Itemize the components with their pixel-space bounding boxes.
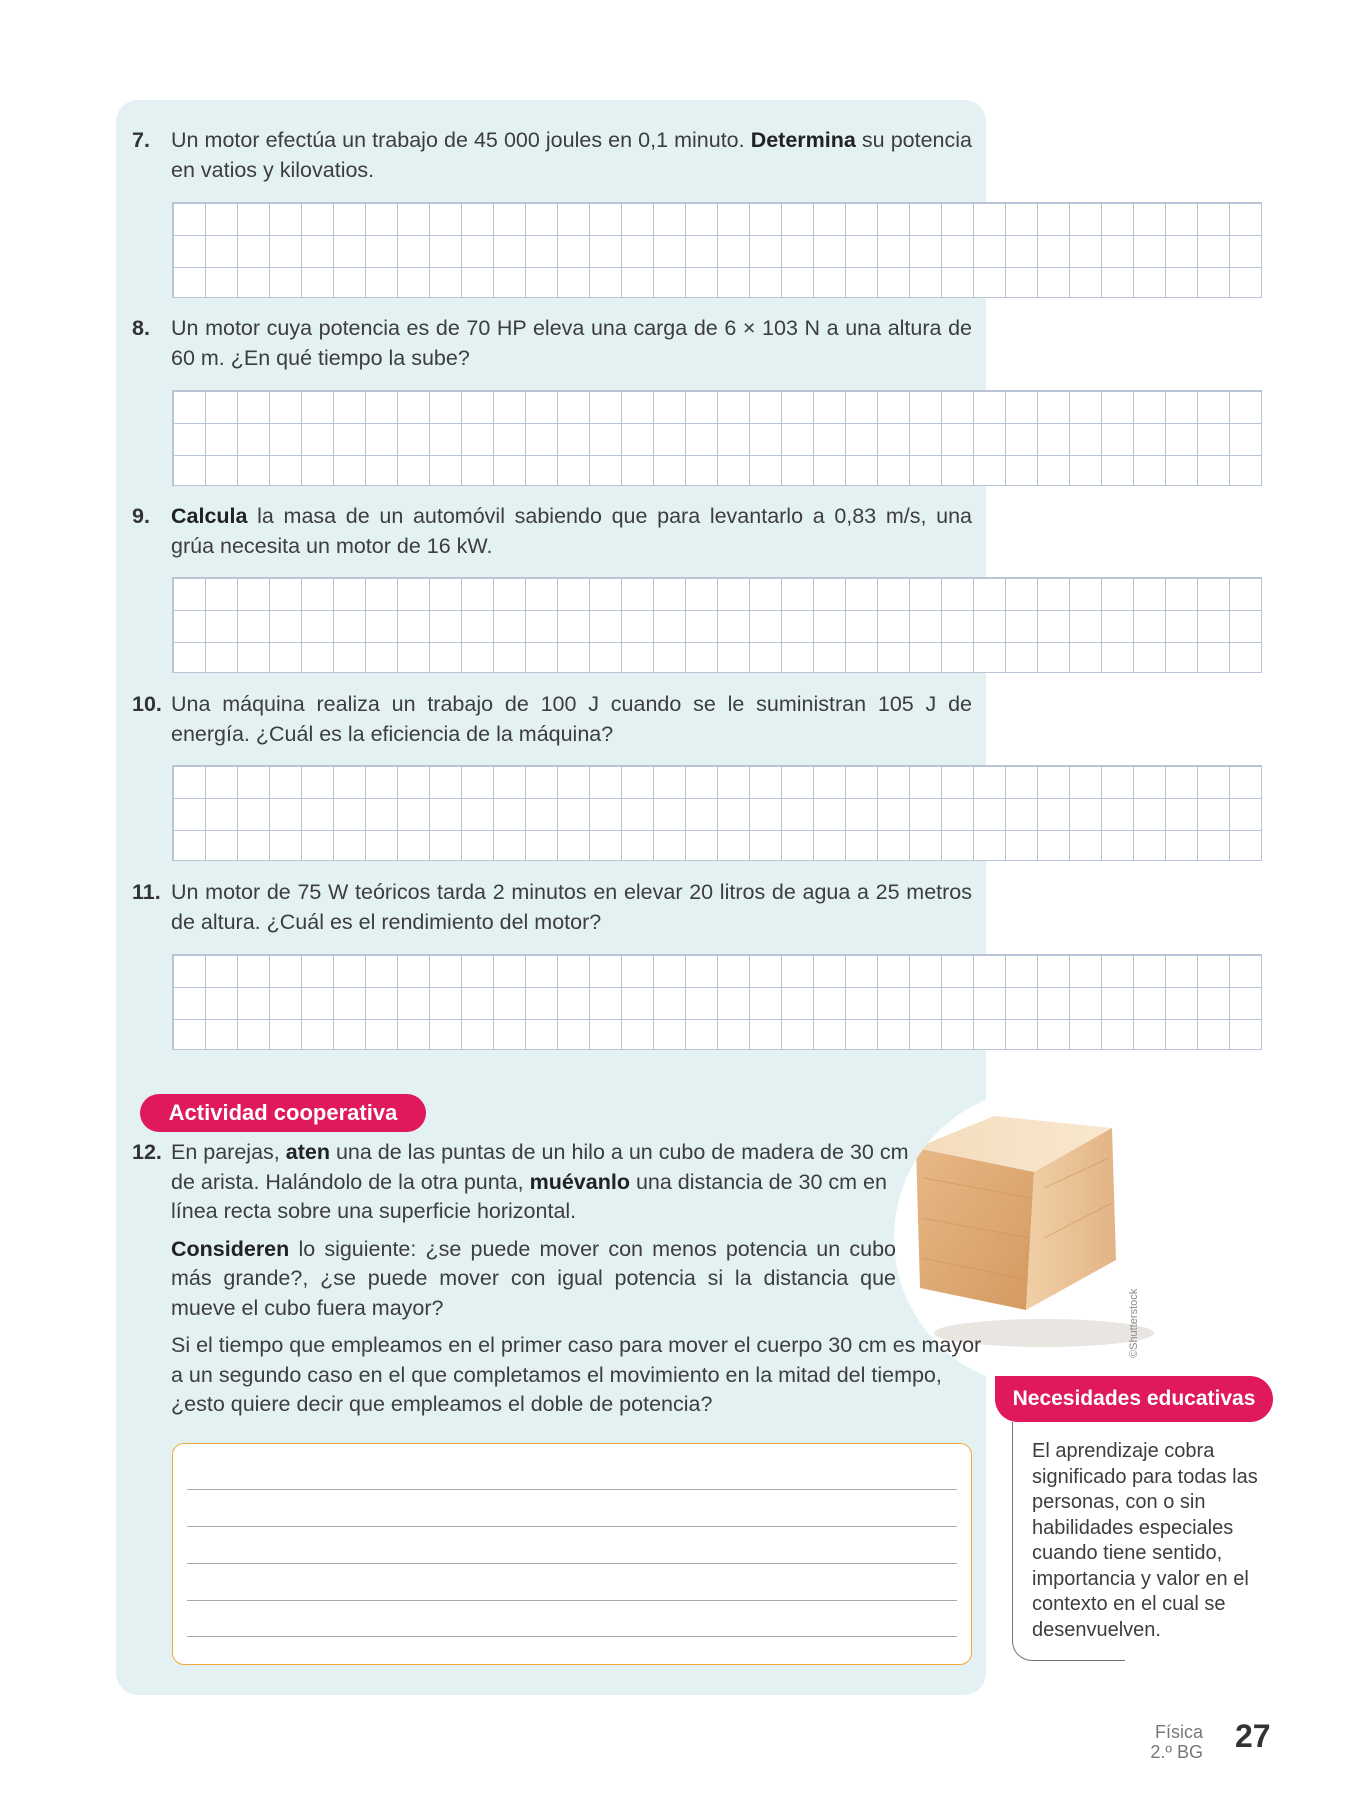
question-number: 12. <box>132 1140 162 1164</box>
question-11 <box>132 877 972 937</box>
answer-grid-9[interactable] <box>172 577 1262 673</box>
answer-line <box>187 1489 957 1490</box>
question-number: 9. <box>132 504 150 528</box>
activity-label: Actividad cooperativa <box>140 1094 426 1132</box>
question-keyword: Determina <box>750 128 856 152</box>
answer-line <box>187 1526 957 1527</box>
answer-grid-7[interactable] <box>172 202 1262 298</box>
question-10 <box>132 689 972 749</box>
question-7 <box>132 125 972 185</box>
question-text: la masa de un automóvil sabiendo que para levantarlo a 0,83 m/s, una grúa necesita un motor de 16 kW. <box>171 504 972 558</box>
needs-title: Necesidades educativas <box>995 1376 1273 1422</box>
image-credit-text: ©Shutterstock <box>1128 1288 1140 1358</box>
image-credit <box>1126 1262 1140 1362</box>
answer-grid-10[interactable] <box>172 765 1262 861</box>
answer-line <box>187 1636 957 1637</box>
subject-grade: 2.º BG <box>1150 1742 1203 1762</box>
question-text: Un motor de 75 W teóricos tarda 2 minutos en elevar 20 litros de agua a 25 metros de altura. ¿Cuál es el rendimiento del motor? <box>171 880 972 934</box>
question-text: Un motor efectúa un trabajo de 45 000 joules en 0,1 minuto. <box>171 128 745 152</box>
question-text: Una máquina realiza un trabajo de 100 J cuando se le suministran 105 J de energía. ¿Cuál es la eficiencia de la máquina? <box>171 692 972 746</box>
question-number: 7. <box>132 128 150 152</box>
question-12 <box>132 1138 992 1428</box>
activity-text: lo siguiente: ¿se puede mover con menos potencia un cubo más grande?, ¿se puede mover con igual potencia si la distancia que mueve el cubo fuera mayor? <box>171 1236 896 1320</box>
activity-paragraph-2 <box>171 1235 896 1324</box>
activity-text: una de las puntas de un hilo a un cubo de madera de 30 cm de arista. Halándolo de la otra punta, <box>171 1140 909 1194</box>
needs-text: El aprendizaje cobra significado para todas las personas, con o sin habilidades especiales cuando tiene sentido, importancia y valor en el contexto en el cual se desenvuelven. <box>1032 1440 1258 1641</box>
activity-keyword: aten <box>285 1140 330 1164</box>
question-keyword: Calcula <box>171 504 248 528</box>
page-number: 27 <box>1235 1718 1271 1754</box>
answer-line <box>187 1600 957 1601</box>
question-8 <box>132 313 972 373</box>
activity-paragraph-3: Si el tiempo que empleamos en el primer caso para mover el cuerpo 30 cm es mayor a un segundo caso en el que completamos el movimiento en la mitad del tiempo, ¿esto quiere decir que empleamos el doble de potencia? <box>171 1333 982 1416</box>
activity-paragraph-1 <box>171 1138 911 1227</box>
activity-keyword: muévanlo <box>529 1169 630 1194</box>
question-number: 10. <box>132 692 162 716</box>
question-text: su potencia en vatios y kilovatios. <box>171 128 972 182</box>
question-text: Un motor cuya potencia es de 70 HP eleva una carga de 6 × 103 N a una altura de 60 m. ¿En qué tiempo la sube? <box>171 316 972 370</box>
question-number: 11. <box>132 880 161 904</box>
question-9 <box>132 501 972 561</box>
subject-name: Física <box>1154 1722 1203 1742</box>
answer-grid-8[interactable] <box>172 390 1262 486</box>
activity-keyword: Consideren <box>171 1236 290 1261</box>
activity-text: En parejas, <box>171 1140 280 1164</box>
question-number: 8. <box>132 316 150 340</box>
answer-box-12[interactable] <box>172 1443 972 1665</box>
answer-line <box>187 1563 957 1564</box>
answer-grid-11[interactable] <box>172 954 1262 1050</box>
activity-text: una distancia de 30 cm en línea recta sobre una superficie horizontal. <box>171 1169 887 1223</box>
footer-subject <box>1130 1722 1203 1762</box>
